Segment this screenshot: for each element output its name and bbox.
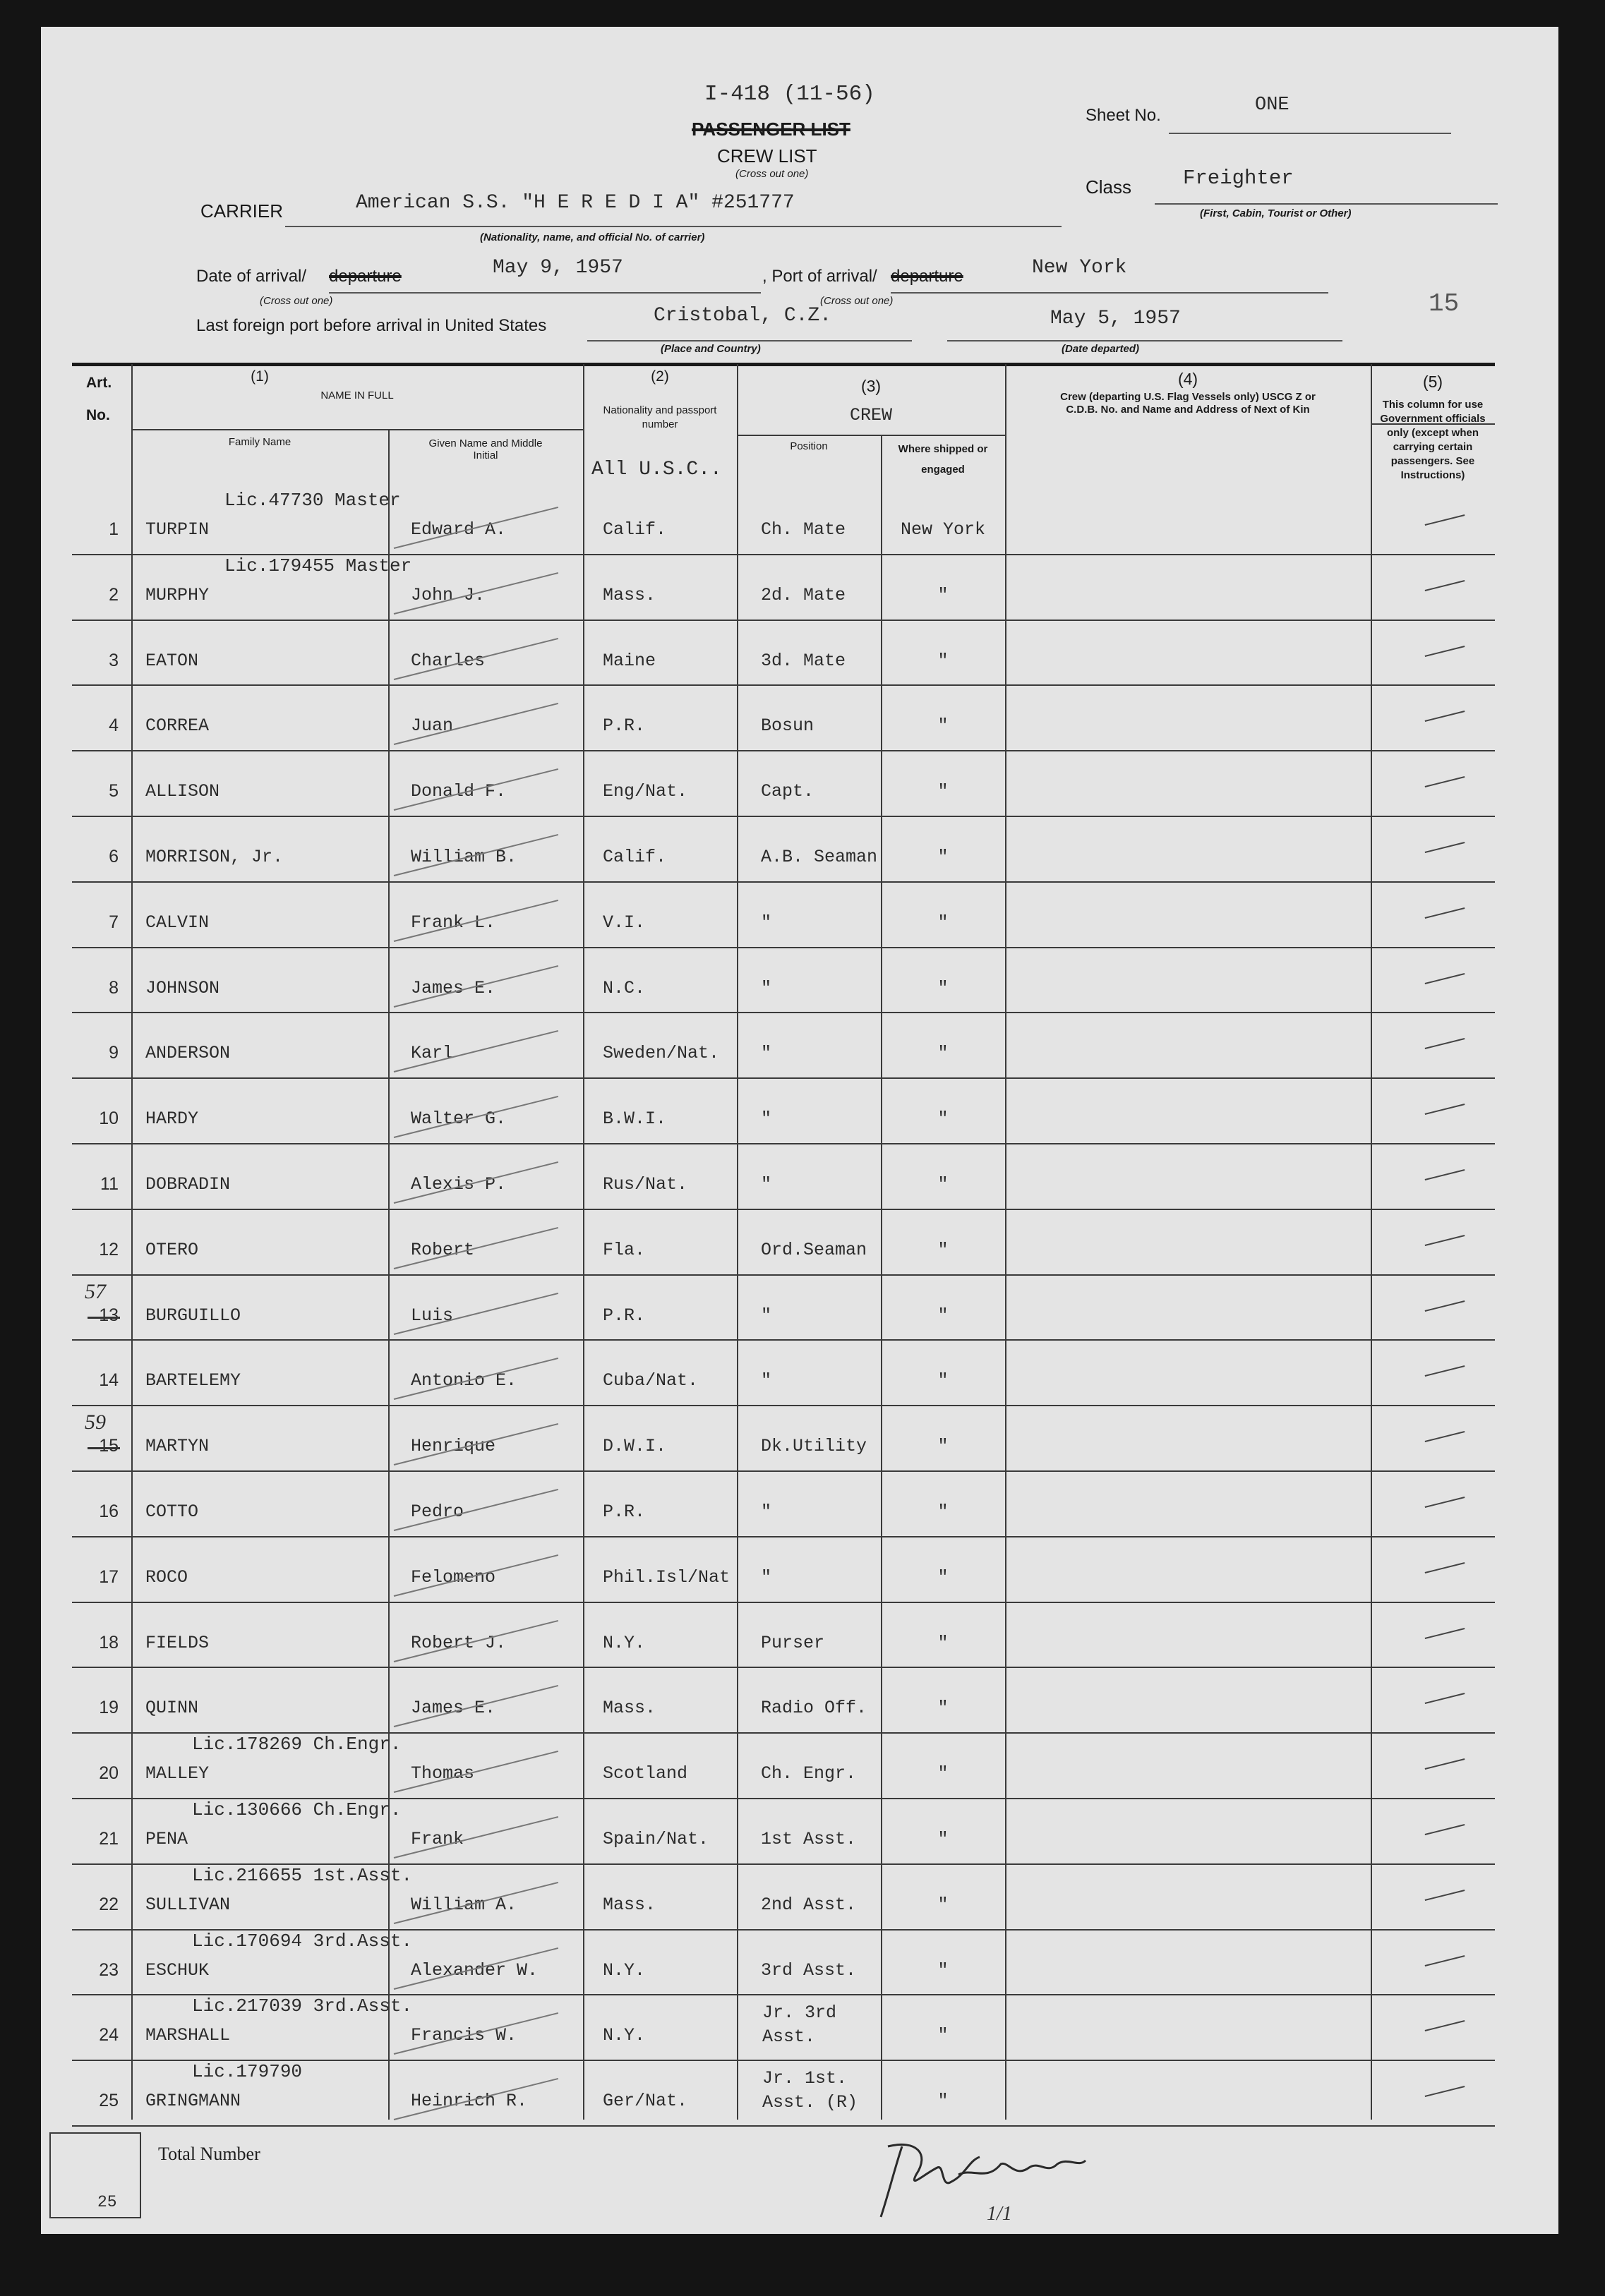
row-divider <box>72 2125 1495 2127</box>
given-name: Antonio E. <box>411 1370 517 1391</box>
license-note: Lic.178269 Ch.Engr. <box>192 1734 402 1756</box>
col1-given-header: Given Name and Middle Initial <box>428 437 543 461</box>
port-label: , Port of arrival/ <box>762 267 877 286</box>
check-mark <box>1425 514 1465 526</box>
family-name: EATON <box>145 650 199 671</box>
position: " <box>761 1305 772 1326</box>
col-art-no: Art. No. <box>86 375 112 423</box>
family-name: CORREA <box>145 715 210 737</box>
where-shipped: " <box>937 1174 949 1195</box>
position: 3rd Asst. <box>761 1959 857 1981</box>
art-number: 25 <box>99 2091 119 2111</box>
date-label: Date of arrival/ <box>196 267 307 286</box>
where-shipped: " <box>937 912 949 933</box>
date-struck: departure <box>329 267 402 286</box>
given-name: Robert J. <box>411 1632 507 1653</box>
given-name: Thomas <box>411 1763 475 1784</box>
row-divider <box>72 684 1495 686</box>
art-number: 15 <box>99 1436 119 1456</box>
nationality: N.C. <box>603 977 646 998</box>
row-divider <box>72 1209 1495 1210</box>
total-box <box>49 2132 141 2218</box>
where-shipped: " <box>937 1632 949 1653</box>
art-number: 12 <box>99 1239 119 1259</box>
position: " <box>761 1502 772 1522</box>
given-name: Luis <box>411 1305 454 1326</box>
col4-number: (4) <box>1177 370 1198 388</box>
position: Purser <box>761 1632 825 1653</box>
family-name: BARTELEMY <box>145 1370 241 1391</box>
given-name: Felomeno <box>411 1566 496 1588</box>
col1-family-header: Family Name <box>228 436 291 448</box>
col5-title: This column for use Government officials only (except when carrying certain passengers. See Instructions) <box>1380 399 1486 481</box>
where-shipped: " <box>937 1436 949 1457</box>
given-name: Frank L. <box>411 912 496 933</box>
check-mark <box>1425 1562 1465 1573</box>
nationality: Sweden/Nat. <box>603 1043 720 1064</box>
given-name: Edward A. <box>411 519 507 540</box>
family-name: MURPHY <box>145 584 210 605</box>
family-name: MARSHALL <box>145 2025 231 2046</box>
family-name: GRINGMANN <box>145 2091 241 2112</box>
signature-initials: 1/1 <box>987 2203 1012 2225</box>
check-mark <box>1425 711 1465 722</box>
position: Radio Off. <box>761 1698 867 1719</box>
art-number: 4 <box>109 715 119 736</box>
given-name: Charles <box>411 650 486 671</box>
last-port-value: Cristobal, C.Z. <box>654 305 832 327</box>
nationality: Mass. <box>603 1698 656 1719</box>
check-mark <box>1425 1824 1465 1835</box>
row-divider <box>72 1405 1495 1406</box>
where-shipped: " <box>937 2091 949 2112</box>
check-mark <box>1425 1693 1465 1704</box>
where-shipped: " <box>937 1829 949 1849</box>
position: A.B. Seaman <box>761 847 878 867</box>
nationality: N.Y. <box>603 1632 646 1653</box>
given-name: Walter G. <box>411 1108 507 1130</box>
family-name: DOBRADIN <box>145 1174 231 1195</box>
position: 2nd Asst. <box>761 1894 857 1915</box>
position: " <box>761 1108 772 1130</box>
row-divider <box>72 947 1495 948</box>
check-mark <box>1425 580 1465 591</box>
cross-out-note: (Cross out one) <box>735 168 809 180</box>
nationality: P.R. <box>603 1305 646 1326</box>
art-number: 17 <box>99 1566 119 1587</box>
art-number-note: 59 <box>85 1410 106 1434</box>
check-mark <box>1425 646 1465 657</box>
position: " <box>761 977 772 998</box>
check-mark <box>1425 1169 1465 1180</box>
date-value: May 9, 1957 <box>493 257 623 279</box>
class-note: (First, Cabin, Tourist or Other) <box>1200 207 1352 219</box>
art-number-note: 57 <box>85 1279 106 1303</box>
license-note: Lic.217039 3rd.Asst. <box>192 1995 413 2017</box>
where-shipped: " <box>937 1239 949 1260</box>
nationality: Calif. <box>603 847 667 867</box>
sheet-value: ONE <box>1255 95 1290 116</box>
check-mark <box>1425 1955 1465 1966</box>
form-number: I-418 (11-56) <box>704 82 875 107</box>
art-number: 24 <box>99 2025 119 2046</box>
port-note: (Cross out one) <box>820 295 894 307</box>
family-name: ROCO <box>145 1566 188 1588</box>
family-name: SULLIVAN <box>145 1894 231 1915</box>
col5-number: (5) <box>1422 373 1443 391</box>
nationality: Maine <box>603 650 656 671</box>
where-shipped: " <box>937 1502 949 1522</box>
art-number-strike <box>88 1317 120 1319</box>
nationality: N.Y. <box>603 2025 646 2046</box>
position: Capt. <box>761 781 814 802</box>
date-note: (Cross out one) <box>260 295 333 307</box>
position: Bosun <box>761 715 814 737</box>
class-value: Freighter <box>1183 167 1294 190</box>
port-value: New York <box>1032 257 1127 279</box>
family-name: ALLISON <box>145 781 220 802</box>
col3-number: (3) <box>860 377 882 395</box>
art-number: 8 <box>109 977 119 998</box>
check-mark <box>1425 1365 1465 1377</box>
col1-title: NAME IN FULL <box>320 389 394 401</box>
check-mark <box>1425 1497 1465 1508</box>
art-number: 11 <box>100 1174 119 1194</box>
where-shipped: " <box>937 1305 949 1326</box>
position: 2d. Mate <box>761 584 846 605</box>
family-name: JOHNSON <box>145 977 220 998</box>
position: Jr. 1st. Asst. (R) <box>762 2068 858 2113</box>
where-shipped: " <box>937 1370 949 1391</box>
check-mark <box>1425 1104 1465 1115</box>
art-number: 22 <box>99 1894 119 1914</box>
given-name: Frank <box>411 1829 464 1849</box>
passenger-list-title-struck: PASSENGER LIST <box>692 119 850 140</box>
art-number: 1 <box>109 519 119 539</box>
departed-note: (Date departed) <box>1062 343 1140 355</box>
given-name: James E. <box>411 1698 496 1719</box>
where-shipped: " <box>937 650 949 671</box>
where-shipped: " <box>937 1894 949 1915</box>
row-divider <box>72 1143 1495 1144</box>
art-number: 2 <box>109 584 119 605</box>
family-name: MORRISON, Jr. <box>145 847 284 867</box>
check-mark <box>1425 842 1465 853</box>
check-mark <box>1425 1628 1465 1639</box>
carrier-label: CARRIER <box>200 200 284 222</box>
col3-position-header: Position <box>790 440 828 452</box>
given-name: Francis W. <box>411 2025 517 2046</box>
check-mark <box>1425 973 1465 984</box>
where-shipped: " <box>937 1566 949 1588</box>
nationality: Mass. <box>603 1894 656 1915</box>
sheet-label: Sheet No. <box>1086 106 1161 125</box>
position: Dk.Utility <box>761 1436 867 1457</box>
given-name: Pedro <box>411 1502 464 1522</box>
given-name: John J. <box>411 584 486 605</box>
family-name: CALVIN <box>145 912 210 933</box>
last-port-label: Last foreign port before arrival in United States <box>196 316 547 335</box>
row-divider <box>72 1012 1495 1013</box>
family-name: ANDERSON <box>145 1043 231 1064</box>
art-number: 14 <box>99 1370 119 1391</box>
nationality: Phil.Isl/Nat <box>603 1566 731 1588</box>
nationality: N.Y. <box>603 1959 646 1981</box>
given-name: Karl <box>411 1043 454 1064</box>
nationality: B.W.I. <box>603 1108 667 1130</box>
where-shipped: " <box>937 847 949 867</box>
where-shipped: " <box>937 715 949 737</box>
art-number: 18 <box>99 1632 119 1652</box>
port-struck: departure <box>891 267 963 286</box>
where-shipped: " <box>937 584 949 605</box>
art-number: 23 <box>99 1959 119 1980</box>
family-name: MALLEY <box>145 1763 210 1784</box>
col3-where-header: Where shipped or engaged <box>898 443 988 476</box>
position: Ord.Seaman <box>761 1239 867 1260</box>
given-name: Alexander W. <box>411 1959 539 1981</box>
family-name: PENA <box>145 1829 188 1849</box>
position: Jr. 3rd Asst. <box>762 2002 837 2048</box>
position: Ch. Mate <box>761 519 846 540</box>
family-name: FIELDS <box>145 1632 210 1653</box>
crew-list-sheet <box>41 27 1558 2234</box>
position: Ch. Engr. <box>761 1763 857 1784</box>
art-number: 16 <box>99 1502 119 1521</box>
departed-value: May 5, 1957 <box>1050 308 1181 330</box>
col2-value: All U.S.C.. <box>591 459 722 481</box>
family-name: OTERO <box>145 1239 199 1260</box>
check-mark <box>1425 1235 1465 1246</box>
check-mark <box>1425 907 1465 919</box>
table-top-rule <box>72 363 1495 366</box>
art-number: 6 <box>109 847 119 866</box>
carrier-value: American S.S. "H E R E D I A" #251777 <box>356 192 795 214</box>
art-number: 10 <box>99 1108 119 1129</box>
check-mark <box>1425 1890 1465 1901</box>
position: " <box>761 1370 772 1391</box>
where-shipped: " <box>937 1959 949 1981</box>
col3-title: CREW <box>849 405 892 425</box>
nationality: Calif. <box>603 519 667 540</box>
carrier-note: (Nationality, name, and official No. of carrier) <box>480 231 705 243</box>
art-number-strike <box>88 1447 120 1449</box>
license-note: Lic.47730 Master <box>224 490 401 511</box>
nationality: V.I. <box>603 912 646 933</box>
last-port-note: (Place and Country) <box>661 343 761 355</box>
check-mark <box>1425 1038 1465 1049</box>
where-shipped: " <box>937 1763 949 1784</box>
position: " <box>761 912 772 933</box>
nationality: Fla. <box>603 1239 646 1260</box>
license-note: Lic.179455 Master <box>224 555 412 576</box>
given-name: William B. <box>411 847 517 867</box>
total-value: 25 <box>97 2193 117 2211</box>
art-number: 21 <box>99 1829 119 1849</box>
art-number: 7 <box>109 912 119 932</box>
family-name: QUINN <box>145 1698 199 1719</box>
given-name: Alexis P. <box>411 1174 507 1195</box>
nationality: Eng/Nat. <box>603 781 688 802</box>
col2-title: Nationality and passport number <box>603 404 717 430</box>
where-shipped: " <box>937 2025 949 2046</box>
check-mark <box>1425 2086 1465 2097</box>
family-name: HARDY <box>145 1108 199 1130</box>
page-stamp: 15 <box>1429 289 1460 318</box>
check-mark <box>1425 776 1465 787</box>
check-mark <box>1425 1758 1465 1770</box>
license-note: Lic.170694 3rd.Asst. <box>192 1930 413 1952</box>
row-divider <box>72 1602 1495 1603</box>
art-number: 5 <box>109 781 119 802</box>
nationality: Spain/Nat. <box>603 1829 709 1849</box>
row-divider <box>72 881 1495 883</box>
art-number: 13 <box>99 1305 119 1325</box>
license-note: Lic.179790 <box>192 2061 303 2083</box>
total-label: Total Number <box>158 2144 260 2164</box>
position: " <box>761 1043 772 1064</box>
given-name: Heinrich R. <box>411 2091 528 2112</box>
family-name: COTTO <box>145 1502 199 1522</box>
row-divider <box>72 1470 1495 1472</box>
class-label: Class <box>1086 176 1132 198</box>
check-mark <box>1425 2020 1465 2031</box>
given-name: James E. <box>411 977 496 998</box>
nationality: D.W.I. <box>603 1436 667 1457</box>
row-divider <box>72 750 1495 751</box>
row-divider <box>72 1536 1495 1537</box>
where-shipped: " <box>937 1698 949 1719</box>
position: " <box>761 1566 772 1588</box>
family-name: ESCHUK <box>145 1959 210 1981</box>
where-shipped: " <box>937 1043 949 1064</box>
family-name: TURPIN <box>145 519 210 540</box>
where-shipped: " <box>937 781 949 802</box>
col2-number: (2) <box>651 368 669 385</box>
row-divider <box>72 1077 1495 1079</box>
nationality: Mass. <box>603 584 656 605</box>
given-name: Donald F. <box>411 781 507 802</box>
where-shipped: " <box>937 977 949 998</box>
nationality: P.R. <box>603 715 646 737</box>
crew-list-title: CREW LIST <box>717 145 817 167</box>
license-note: Lic.216655 1st.Asst. <box>192 1864 413 1886</box>
nationality: Rus/Nat. <box>603 1174 688 1195</box>
art-number: 9 <box>109 1043 119 1063</box>
where-shipped: New York <box>900 519 986 540</box>
row-divider <box>72 816 1495 817</box>
nationality: P.R. <box>603 1502 646 1522</box>
row-divider <box>72 1339 1495 1341</box>
family-name: BURGUILLO <box>145 1305 241 1326</box>
col4-title: Crew (departing U.S. Flag Vessels only) USCG Z or C.D.B. No. and Name and Address of Next of Kin <box>1060 391 1316 416</box>
art-number: 3 <box>109 650 119 670</box>
given-name: Robert <box>411 1239 475 1260</box>
nationality: Scotland <box>603 1763 688 1784</box>
art-number: 20 <box>99 1763 119 1784</box>
nationality: Cuba/Nat. <box>603 1370 699 1391</box>
row-divider <box>72 1667 1495 1668</box>
check-mark <box>1425 1300 1465 1312</box>
given-name: William A. <box>411 1894 517 1915</box>
license-note: Lic.130666 Ch.Engr. <box>192 1799 402 1820</box>
nationality: Ger/Nat. <box>603 2091 688 2112</box>
check-mark <box>1425 1431 1465 1442</box>
col1-number: (1) <box>251 368 269 385</box>
position: 1st Asst. <box>761 1829 857 1849</box>
given-name: Juan <box>411 715 454 737</box>
row-divider <box>72 1274 1495 1276</box>
family-name: MARTYN <box>145 1436 210 1457</box>
where-shipped: " <box>937 1108 949 1130</box>
art-number: 19 <box>99 1698 119 1718</box>
position: " <box>761 1174 772 1195</box>
position: 3d. Mate <box>761 650 846 671</box>
row-divider <box>72 620 1495 621</box>
given-name: Henrique <box>411 1436 496 1457</box>
